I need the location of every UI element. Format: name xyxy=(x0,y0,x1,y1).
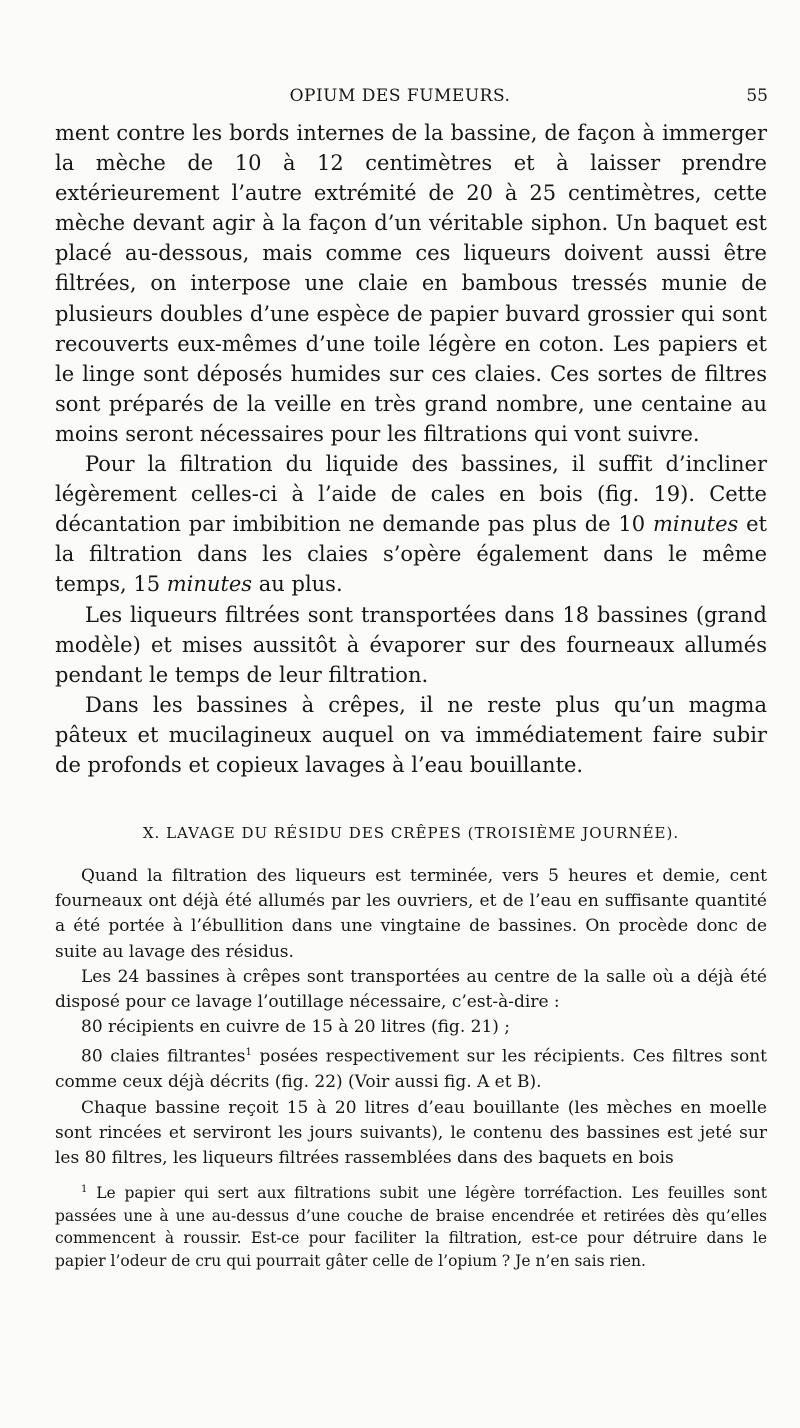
paragraph-text: et la filtration dans les claies s’opère également dans le même temps, 15 xyxy=(55,512,767,597)
footnote-marker: 1 xyxy=(81,1184,88,1196)
italic-minutes: minutes xyxy=(652,512,739,537)
italic-minutes: minutes xyxy=(166,572,253,597)
footnote-ref: 1 xyxy=(245,1047,252,1059)
paragraph-bassines-crepes: Les 24 bassines à crêpes sont transportées au centre de la salle où a déjà été disposé pour ce lavage l’outillage nécessaire, c’est-à-dire : xyxy=(55,966,767,1013)
paragraph-liqueurs: Les liqueurs filtrées sont transportées dans 18 bassines (grand modèle) et mises aussitôt à évaporer sur des fourneaux allumés pendant le temps de leur filtration. xyxy=(55,602,767,687)
paragraph-text: Pour la filtration du liquide des bassines, il suffit d’incliner légèrement celles-ci à l’aide de cales en bois (fig. 19). Cette décantation par imbibition ne demande pas plus de 10 xyxy=(55,452,767,537)
list-item-recipients: 80 récipients en cuivre de 15 à 20 litres (fig. 21) ; xyxy=(81,1017,511,1038)
paragraph-filtration xyxy=(55,449,767,599)
running-head xyxy=(0,82,800,110)
list-item-claies xyxy=(55,1040,767,1095)
list-text: posées respectivement sur les récipients. Ces filtres sont comme ceux déjà décrits (fig. 22) (Voir aussi fig. A et B). xyxy=(55,1047,767,1093)
paragraph-eau-bouillante: Chaque bassine reçoit 15 à 20 litres d’eau bouillante (les mèches en moelle sont rincées et serviront les jours suivants), le contenu des bassines est jeté sur les 80 filtres, les liqueurs filtrées rassemblées dans des baquets en bois xyxy=(55,1097,767,1168)
list-text: 80 claies filtrantes xyxy=(81,1047,246,1068)
running-title: OPIUM DES FUMEURS. xyxy=(289,86,511,106)
footnote-text: Le papier qui sert aux filtrations subit une légère torréfaction. Les feuilles sont passées une à une au-dessus d’une couche de braise encendrée et retirées dès qu’elles commencent à roussir. Est-ce pour faciliter la filtration, est-ce pour détruire dans le papier l’odeur de cru qui pourrait gâter celle de l’opium ? Je n’en sais rien. xyxy=(55,1184,767,1270)
footnote xyxy=(55,1179,767,1272)
paragraph-continuation: ment contre les bords internes de la bassine, de façon à immerger la mèche de 10 à 12 centimètres et à laisser prendre extérieurement l’autre extrémité de 20 à 25 centimètres, cette mèche devant agir à la façon d’un véritable siphon. Un baquet est placé au-dessous, mais comme ces liqueurs doivent aussi être filtrées, on interpose une claie en bambous tressés munie de plusieurs doubles d’une espèce de papier buvard grossier qui sont recouverts eux-mêmes d’une toile légère en coton. Les papiers et le linge sont déposés humides sur ces claies. Ces sortes de filtres sont préparés de la veille en très grand nombre, une centaine au moins seront nécessaires pour les filtrations qui vont suivre. xyxy=(55,121,767,446)
page-body xyxy=(55,118,767,1272)
footnote-separator xyxy=(55,1171,767,1179)
paragraph-lavage: Quand la filtration des liqueurs est terminée, vers 5 heures et demie, cent fourneaux ont déjà été allumés par les ouvriers, et de l’eau en suffisante quantité a été portée à l’ébullition dans une vingtaine de bassines. On procède donc de suite au lavage des résidus. xyxy=(55,866,767,962)
paragraph-bassines: Dans les bassines à crêpes, il ne reste plus qu’un magma pâteux et mucilagineux auquel on va immédiatement faire subir de profonds et copieux lavages à l’eau bouillante. xyxy=(55,692,767,777)
page-number: 55 xyxy=(746,86,768,106)
section-heading: X. LAVAGE DU RÉSIDU DES CRÊPES (TROISIÈME JOURNÉE). xyxy=(142,824,680,843)
paragraph-text: au plus. xyxy=(258,572,343,597)
